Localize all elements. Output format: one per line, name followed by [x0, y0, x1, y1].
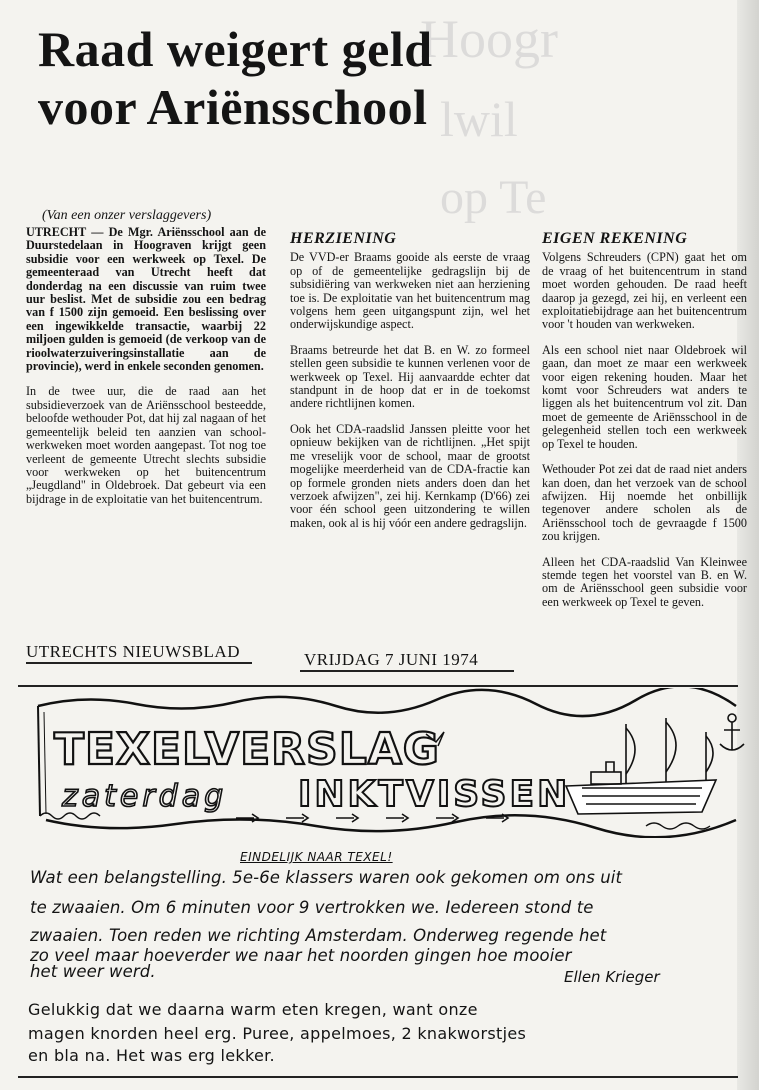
article-column-3	[542, 232, 747, 621]
banner-title: TEXELVERSLAG	[54, 724, 440, 775]
handwritten-signature: Ellen Krieger	[564, 968, 660, 986]
handwritten-line: Wat een belangstelling. 5e-6e klassers waren ook gekomen om ons uit	[30, 868, 623, 887]
paragraph: Volgens Schreuders (CPN) gaat het om de vraag of het buitencentrum in stand moet worden gehouden. De raad heeft daarop ja gezegd, zei hij, en verleent een exploitatiebijdrage aan het buitencentrum voor 't houden van werkweken.	[542, 250, 747, 332]
headline-line-2: voor Ariënsschool	[38, 79, 428, 135]
article-column-2	[290, 232, 530, 542]
paragraph: Wethouder Pot zei dat de raad niet anders kan doen, dan het verzoek van de school afwijzen. Hij noemde het onbillijk tegenover andere scholen als de Ariënsschool toch de gevraagde f 1500 zou krijgen.	[542, 462, 747, 544]
paragraph: Braams betreurde het dat B. en W. zo formeel stellen geen subsidie te kunnen verlenen voor de werkweek op Texel. Hij aanvaardde echter dat standpunt in de hoop dat er in de toekomst andere richtlijnen komen.	[290, 342, 530, 411]
subheading-eigen-rekening: EIGEN REKENING	[542, 230, 688, 247]
bleed-through-text: op Te	[440, 171, 547, 224]
subheading-herziening: HERZIENING	[290, 230, 397, 247]
handwritten-title: EINDELIJK NAAR TEXEL!	[240, 850, 393, 864]
paragraph: Als een school niet naar Oldebroek wil gaan, dan moet ze maar een werkweek voor eigen rekening houden. Maar het komt voor Schreuders wat anders te liggen als het buitencentrum vol zit. Dan moet de gemeente de Ariënsschool in de gelegenheid stellen toch een werkweek op Texel te houden.	[542, 342, 747, 451]
banner-day: zaterdag	[62, 779, 228, 814]
paragraph: Ook het CDA-raadslid Janssen pleitte voor het opnieuw bekijken van de richtlijnen. „Het spijt me vreselijk voor de school, maar de grootst mogelijke meerderheid van de CDA-fractie kan op formele gronden niets anders doen dan het verzoek afwijzen", zei hij. Kernkamp (D'66) zei voor één school geen uitzondering te willen maken, ook al is hij vóór een andere gedragslijn.	[290, 421, 530, 530]
bottom-divider	[18, 1076, 738, 1078]
anchor-sketch	[720, 714, 744, 750]
headline-line-1: Raad weigert geld	[38, 21, 433, 77]
article-headline	[38, 20, 678, 136]
ship-sketch	[566, 718, 716, 814]
handwritten-line: te zwaaien. Om 6 minuten voor 9 vertrokken we. Iedereen stond te	[30, 898, 594, 917]
paragraph: In de twee uur, die de raad aan het subsidieverzoek van de Ariënsschool besteedde, beloofde wethouder Pot, dat hij zal nagaan of het gemeentelijk beleid ten aanzien van school-werkweken moet worden aangepast. Tot nog toe verleent de gemeente Utrecht slechts subsidie voor werkweken op het buitencentrum „Jeugdland" in Oldebroek. Dat gebeurt via een bijdrage in de exploitatie van het buitencentrum.	[26, 384, 266, 506]
handwritten-line: Gelukkig dat we daarna warm eten kregen, want onze	[28, 1000, 478, 1019]
paragraph: Alleen het CDA-raadslid Van Kleinwee stemde tegen het voorstel van B. en W. om de Ariënsschool geen subsidie voor een werkweek op Texel te geven.	[542, 554, 747, 609]
banner-club-name: INKTVISSEN	[298, 774, 571, 815]
handwritten-line: het weer werd.	[30, 962, 156, 981]
newspaper-masthead: UTRECHTS NIEUWSBLAD	[26, 642, 252, 664]
lead-paragraph: UTRECHT — De Mgr. Ariënsschool aan de Duurstedelaan in Hoograven krijgt geen subsidie voor een werkweek op Texel. De gemeenteraad van Utrecht heeft dat donderdag na een discussie van ruim twee uur beslist. Met de subsidie zou een bedrag van f 1500 zijn gemoeid. Een beslissing over een ingewikkelde transactie, waarbij 22 miljoen gulden is gemoeid (de verkoop van de rioolwaterzuiveringsinstallatie aan de provincie), werd in enkele seconden genomen.	[26, 225, 266, 374]
paragraph: De VVD-er Braams gooide als eerste de vraag op of de gemeentelijke gedragslijn bij de subsidiëring van werkweken niet aan herziening toe is. De exploitatie van het buitencentrum mag volgens hem geen uitgangspunt zijn, wel het onderwijskundige aspect.	[290, 250, 530, 332]
publication-date: VRIJDAG 7 JUNI 1974	[300, 650, 514, 672]
section-divider	[18, 685, 738, 687]
article-column-1	[26, 226, 266, 518]
byline: (Van een onzer verslaggevers)	[42, 208, 212, 223]
texelverslag-banner-drawing	[26, 688, 746, 838]
handwritten-line: zwaaien. Toen reden we richting Amsterdam. Onderweg regende het	[30, 926, 607, 945]
bleed-through-text: lwil	[440, 91, 518, 147]
handwritten-line: zo veel maar hoeverder we naar het noorden gingen hoe mooier	[30, 946, 572, 965]
handwritten-line: en bla na. Het was erg lekker.	[28, 1046, 275, 1065]
bleed-through-text: Hoogr	[420, 9, 558, 69]
handwritten-line: magen knorden heel erg. Puree, appelmoes, 2 knakworstjes	[28, 1024, 527, 1043]
